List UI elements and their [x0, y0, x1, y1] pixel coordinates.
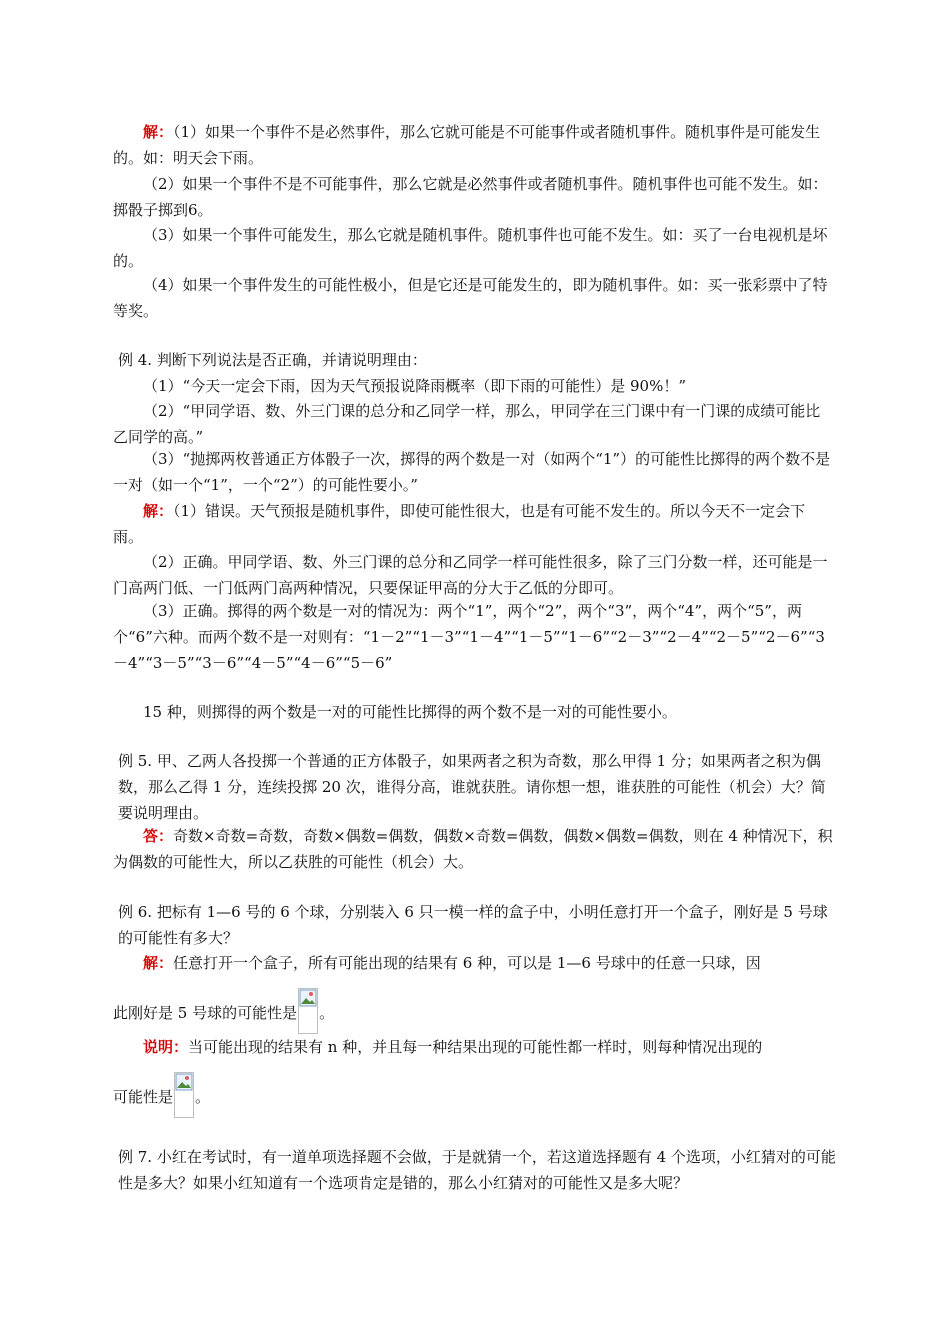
paragraph-text: （2）如果一个事件不是不可能事件，那么它就是必然事件或者随机事件。随机事件也可能不发生。如：掷骰子掷到6。 [113, 175, 828, 219]
example-4-question-1: （1）“今天一定会下雨，因为天气预报说降雨概率（即下雨的可能性）是 90%！” [143, 377, 686, 395]
paragraph-text: 可能性是 [113, 1088, 174, 1106]
example-4-question-3: （3）“抛掷两枚普通正方体骰子一次，掷得的两个数是一对（如两个“1”）的可能性比掷得的两个数不是一对（如一个“1”，一个“2”）的可能性要小。” [113, 450, 831, 494]
paragraph-text: 此刚好是 5 号球的可能性是 [113, 1004, 298, 1022]
paragraph-text: （4）如果一个事件发生的可能性极小，但是它还是可能发生的，即为随机事件。如：买一张彩票中了特等奖。 [113, 276, 828, 320]
paragraph-text: 当可能出现的结果有 n 种，并且每一种结果出现的可能性都一样时，则每种情况出现的 [188, 1038, 763, 1056]
prev-answer-3 [113, 222, 835, 274]
example-4-answer-3-tail: 15 种，则掷得的两个数是一对的可能性比掷得的两个数不是一对的可能性要小。 [143, 703, 677, 721]
example-4-answer-3: （3）正确。掷得的两个数是一对的情况为：两个“1”，两个“2”，两个“3”，两个“4”，两个“5”，两个“6”六种。而两个数不是一对则有：“1－2”“1－3”“1－4”“1－5”“1－6”“2－3”“2－4”“2－5”“2－6”“3－4”“3－5”“3－6”“4－5”“4－6”“5－6” [113, 602, 825, 672]
example-6-note-line-2 [113, 1072, 835, 1118]
prev-answer-1 [113, 119, 835, 171]
answer-label: 答： [143, 827, 174, 845]
answer-label: 解： [143, 502, 174, 520]
paragraph-text: （3）如果一个事件可能发生，那么它就是随机事件。随机事件也可能不发生。如：买了一台电视机是坏的。 [113, 226, 828, 270]
broken-image-icon [174, 1072, 194, 1118]
paragraph-text: 奇数×奇数=奇数，奇数×偶数=偶数，偶数×奇数=偶数，偶数×偶数=偶数，则在 4 种情况下，积为偶数的可能性大，所以乙获胜的可能性（机会）大。 [113, 827, 833, 871]
note-label: 说明： [143, 1038, 189, 1056]
example-6-answer-line-2 [113, 988, 835, 1034]
example-5-answer [113, 823, 835, 875]
example-4-title: 例 4. 判断下列说法是否正确，并请说明理由： [118, 351, 427, 369]
example-5-title: 例 5. 甲、乙两人各投掷一个普通的正方体骰子，如果两者之积为奇数，那么甲得 1 分；如果两者之积为偶数，那么乙得 1 分，连续投掷 20 次，谁得分高，谁就获胜。请你想一想，谁获胜的可能性（机会）大？简要说明理由。 [118, 752, 826, 822]
paragraph-text: 。 [319, 1004, 335, 1022]
answer-label: 解： [143, 123, 174, 141]
paragraph-text: （1）错误。天气预报是随机事件，即使可能性很大，也是有可能不发生的。所以今天不一定会下雨。 [113, 502, 806, 546]
example-7-title: 例 7. 小红在考试时，有一道单项选择题不会做，于是就猜一个，若这道选择题有 4 个选项，小红猜对的可能性是多大？如果小红知道有一个选项肯定是错的，那么小红猜对的可能性又是多大呢？ [118, 1148, 836, 1192]
example-4-answer-1 [113, 498, 835, 550]
example-4-question-2: （2）“甲同学语、数、外三门课的总分和乙同学一样，那么，甲同学在三门课中有一门课的成绩可能比乙同学的高。” [113, 402, 821, 446]
paragraph-text: 。 [195, 1088, 211, 1106]
answer-label: 解： [143, 954, 174, 972]
example-6-answer-line-1 [113, 950, 835, 976]
broken-image-icon [298, 988, 318, 1034]
prev-answer-4 [113, 272, 835, 324]
example-4-answer-2: （2）正确。甲同学语、数、外三门课的总分和乙同学一样可能性很多，除了三门分数一样，还可能是一门高两门低、一门低两门高两种情况，只要保证甲高的分大于乙低的分即可。 [113, 553, 828, 597]
example-6-note-line-1 [113, 1034, 835, 1060]
paragraph-text: （1）如果一个事件不是必然事件，那么它就可能是不可能事件或者随机事件。随机事件是可能发生的。如：明天会下雨。 [113, 123, 821, 167]
prev-answer-2 [113, 171, 835, 223]
example-6-title: 例 6. 把标有 1—6 号的 6 个球，分别装入 6 只一模一样的盒子中，小明任意打开一个盒子，刚好是 5 号球的可能性有多大？ [118, 903, 828, 947]
paragraph-text: 任意打开一个盒子，所有可能出现的结果有 6 种，可以是 1—6 号球中的任意一只球，因 [173, 954, 761, 972]
